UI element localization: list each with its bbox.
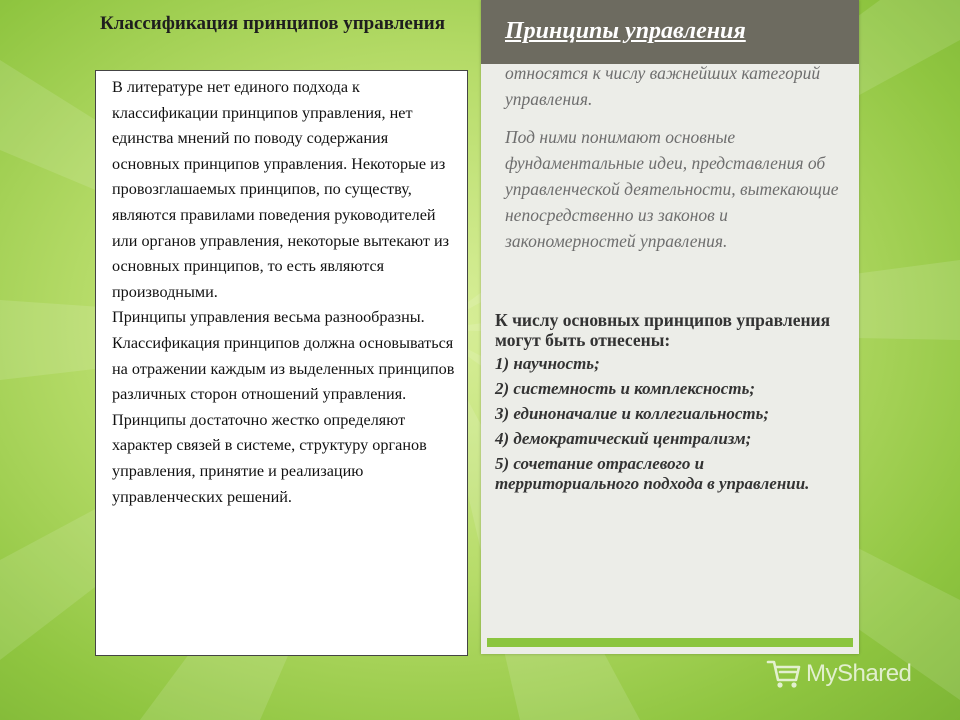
right-panel <box>481 0 859 654</box>
list-heading: К числу основных принципов управления могут быть отнесены: <box>495 310 831 350</box>
right-header <box>481 0 859 64</box>
left-text-box <box>95 70 468 656</box>
list-item: 1) научность; <box>495 354 600 373</box>
accent-bar <box>487 638 853 647</box>
list-item: 4) демократический централизм; <box>495 429 752 448</box>
left-paragraph-1: В литературе нет единого подхода к классификации принципов управления, нет единства мнений по поводу содержания основных принципов управления. Некоторые из провозглашаемых принципов, по существу, являются правилами поведения руководителей или органов управления, некоторые вытекают из основных принципов, то есть являются производными. <box>112 78 450 301</box>
left-title: Классификация принципов управления <box>100 13 446 34</box>
shopping-cart-icon <box>766 658 802 690</box>
right-intro-2: Под ними понимают основные фундаментальные идеи, представления об управленческой деятельности, вытекающие непосредственно из законов и закономерностей управления. <box>505 127 839 251</box>
left-paragraph-2: Принципы управления весьма разнообразны. Классификация принципов должна основываться на отражении каждым из выделенных принципов различных сторон отношений управления. Принципы достаточно жестко определяют характер связей в системе, структуру органов управления, принятие и реализацию управленческих решений. <box>112 308 455 506</box>
watermark-text: MyShared <box>806 660 912 687</box>
list-item: 5) сочетание отраслевого и территориального подхода в управлении. <box>495 454 810 493</box>
right-intro-1: относятся к числу важнейших категорий управления. <box>505 63 821 109</box>
watermark <box>766 656 911 692</box>
principles-list <box>495 310 850 499</box>
right-header-title: Принципы управления <box>505 18 746 44</box>
list-item: 2) системность и комплексность; <box>495 379 755 398</box>
list-item: 3) единоначалие и коллегиальность; <box>495 404 770 423</box>
